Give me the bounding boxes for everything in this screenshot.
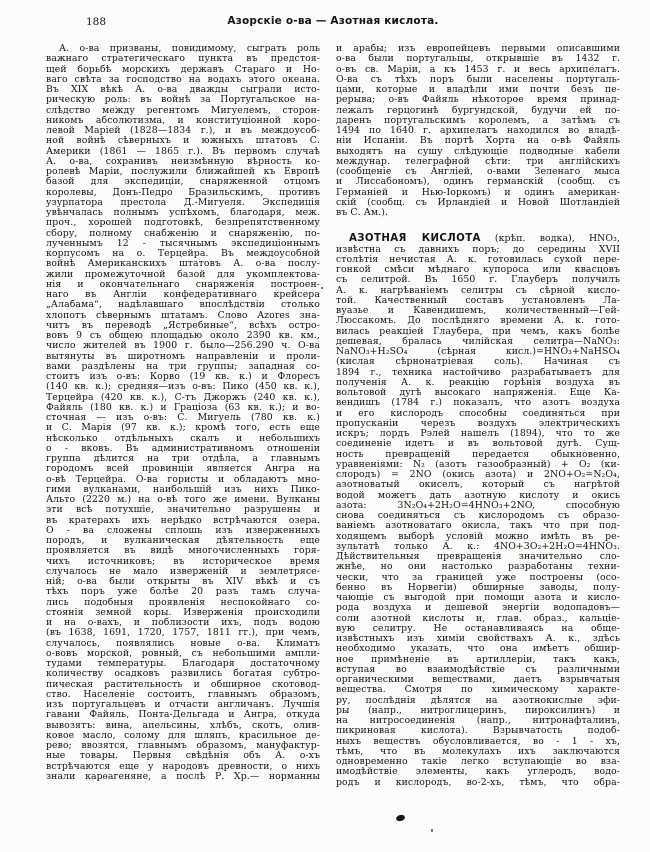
text-line: той. Качественный составъ установленъ Ла- — [336, 294, 620, 306]
text-line: ваніемъ азотноватаго окисла, такъ что при под- — [336, 520, 620, 532]
text-line: ры (напр., нитроглицеринъ, пироксилинъ) и — [336, 704, 620, 716]
text-line: случалось не мало изверженій и землетрясе- — [46, 565, 320, 577]
text-line: имодѣйствіе элементы, какъ углеродъ, водо- — [336, 766, 620, 778]
left-column — [46, 44, 320, 788]
text-line: чихъ источниковъ; въ историческое время — [46, 555, 320, 567]
text-line: (140 кв. к.); средняя—изъ о-въ: Пико (450 кв. к.), — [46, 381, 320, 393]
text-line: важнаго стратегическаго пункта въ предстоя- — [46, 53, 320, 65]
text-line: гонкой смѣси мѣднаго купороса или квасцовъ — [336, 264, 620, 275]
text-line: читъ въ переводѣ „Ястребиные“, всѣхъ остро- — [46, 319, 320, 331]
text-line: полученія А. к. реакцію горѣнія воздуха въ — [336, 376, 620, 388]
text-line: о - вковъ. Въ административномъ отношеніи — [46, 442, 320, 454]
text-line: вовъ 9 съ общею площадью около 2390 кв. км., — [46, 330, 320, 341]
text-line: корпусомъ на о. Терцейра. Въ междоусобной — [46, 248, 320, 259]
text-line: Дѣйствительныя превращенія значительно сло- — [336, 551, 620, 562]
text-line: 1894 г., техника настойчиво разрабатываетъ для — [336, 366, 620, 378]
text-line: тудами температуры. Благодаря достаточному — [46, 658, 320, 669]
text-line: скій (сообщ. съ Ирландіей и Новой Шотландіей — [336, 196, 620, 208]
text-line: и Лиссабономъ), одинъ германскій (сообщ. съ — [336, 176, 620, 188]
text-line: жили промежуточной базой для укомплектова- — [46, 268, 320, 280]
text-line: и на о-вахъ, и поблизости ихъ, подъ водою — [46, 617, 320, 628]
text-line: искръ; лордъ Рэлей нашелъ (1894), что то же — [336, 428, 620, 439]
text-line: стоянія земной коры. Изверженія происходили — [46, 606, 320, 618]
text-line: ролевѣ Маріи, послужили ближайшей къ Европѣ — [46, 166, 320, 177]
text-line: число жителей въ 1900 г. было—256.290 ч. О-ва — [46, 340, 320, 352]
text-line: водой можетъ дать азотную кислоту и окись — [336, 489, 620, 501]
ink-speck — [431, 829, 433, 832]
text-line: даренъ португальскимъ королемъ, а затѣмъ съ — [336, 114, 620, 126]
text-line: пикриновая кислота). Взрывчатость подоб- — [336, 725, 620, 737]
text-line: ковое масло, солому для шляпъ, красильное де- — [46, 729, 320, 741]
text-line: королевы, Донъ-Педро Бразильскимъ, противъ — [46, 186, 320, 198]
text-line: столѣтія нечистая А. к. готовилась сухой пере- — [336, 253, 620, 265]
text-line: лись подобныя проявленія неспокойнаго со- — [46, 596, 320, 608]
text-line: рода воздуха и дешевой энергіи водопадовъ— — [336, 602, 620, 614]
text-line: увѣнчалась полнымъ успѣхомъ, благодаря, меж. — [46, 207, 320, 218]
text-line: вами раздѣлены на три группы; западная со- — [46, 360, 320, 372]
text-line: пропусканіи черезъ воздухъ электрическихъ — [336, 417, 620, 429]
text-line: о-ва были португальцы, открывшіе въ 1432 г. — [336, 53, 620, 65]
text-line: породъ, и вулканическая дѣятельность еще — [46, 535, 320, 546]
text-line: дешевая, бралась чилійская селитра—NaNO₃: — [336, 335, 620, 347]
text-line: знали карѳагеняне, а послѣ Р. Хр.— норманны — [46, 770, 320, 782]
article-heading-line — [336, 234, 620, 244]
text-line: А. о-ва, сохранивъ неизмѣнную вѣрность ко- — [46, 155, 320, 167]
text-line: NaNO₃+H₂SO₄ (сѣрная кисл.)=HNO₃+NaHSO₄ — [336, 346, 620, 357]
text-line: вывозятъ: вина, апельсины, хлѣбъ, скотъ, олив- — [46, 719, 320, 731]
text-line: ной войнѣ сѣверныхъ и южныхъ штатовъ С. — [46, 135, 320, 147]
text-line: лежалъ герцогинѣ бургундской, будучи ей по- — [336, 104, 620, 116]
text-line: наго въ Англіи конфедеративнаго крейсера — [46, 289, 320, 300]
text-line: тѣмъ, что въ молекулахъ ихъ заключаются — [336, 745, 620, 757]
text-line: ность превращеній передается обыкновенно, — [336, 448, 620, 460]
text-line: гавани Файяль, Понта-Дельгада и Ангра, откуда — [46, 709, 320, 721]
text-line: ходящемъ выборѣ условій можно имѣть въ ре- — [336, 530, 620, 542]
text-line: слородъ) = 2NO (окись азота) и 2NO+O₂=N₂O₄, — [336, 469, 620, 480]
text-line: родъ и кислородъ, во-2-хъ, тѣмъ, что обра- — [336, 776, 620, 788]
article-title: АЗОТНАЯ КИСЛОТА — [349, 233, 481, 245]
text-line: ныхъ веществъ обусловливается, во - 1 - хъ, — [336, 735, 620, 747]
text-line: „Алабама“, надѣлавшаго впослѣдствіи столько — [46, 299, 320, 311]
text-line: ваго свѣта за господство на водахъ этого океана. — [46, 73, 320, 85]
text-line: органическими веществами, даетъ взрывчатыя — [336, 674, 620, 685]
text-line: чающіе съ выгодой при помощи азота и кисло- — [336, 592, 620, 603]
text-line: изъ португальцевъ и отчасти англичанъ. Лучшія — [46, 699, 320, 710]
text-line: ру, послѣднія дѣлятся на азотнокислые эфи- — [336, 694, 620, 706]
text-line: эти всѣ потухшіе, значительно разрушены и — [46, 504, 320, 516]
text-line: никомъ абсолютизма, и конституціонной коро- — [46, 114, 320, 126]
text-line: извѣстныхъ изъ химіи свойствахъ А. к., здѣсь — [336, 633, 620, 644]
text-line: рическую роль: въ войнѣ за Португальское на- — [46, 94, 320, 106]
text-line: нія и окончательнаго снаряженія построен- — [46, 278, 320, 290]
text-line: (кислая сѣрнонатріевая соль). Начиная съ — [336, 356, 620, 368]
text-line: ство. Населеніе состоитъ, главнымъ образомъ, — [46, 688, 320, 700]
text-line: стоитъ изъ о-въ: Корво (19 кв. к.) и Флоресъ — [46, 371, 320, 382]
text-line: группа дѣлится на три отдѣла, а главнымъ — [46, 453, 320, 464]
article-title-rest: (крѣп. водка), HNO₃, — [480, 233, 620, 245]
text-line: лученнымъ 12 - тысячнымъ экспедиціоннымъ — [46, 237, 320, 249]
text-line: о-вовъ морской, ровный, съ небольшими ампли- — [46, 647, 320, 659]
text-line: выходятъ на сушу слѣдующіе подводные кабели — [336, 145, 620, 157]
text-line: о-вѣ Терцейра. О-ва гористы и обладаютъ мно- — [46, 473, 320, 485]
text-line: вещества. Смотря по химическому характе- — [336, 684, 620, 696]
text-line: и арабы; изъ европейцевъ первыми описавшими — [336, 43, 620, 54]
text-line: количеству осадковъ развились богатая субтро- — [46, 668, 320, 680]
text-line: вую селитру. Не останавливаясь на обще- — [336, 622, 620, 634]
running-header — [46, 15, 620, 31]
text-line: азотноватый окиселъ, который съ нагрѣтой — [336, 479, 620, 491]
text-line: извѣстна съ давнихъ поръ; до середины XVII — [336, 243, 620, 255]
text-line: междунар. телеграфной сѣти: три англійскихъ — [336, 155, 620, 167]
text-line: узурпатора престола Д.-Мигуеля. Экспедиція — [46, 196, 320, 208]
text-line: соединеніе идетъ и въ вольтовой дугѣ. Сущ- — [336, 438, 620, 450]
text-line: вуазье и Кавендишемъ, количественный—Гей- — [336, 305, 620, 316]
text-line: въ С. Ам.). — [336, 207, 389, 218]
text-line: сточная — изъ о-въ: С. Мигуель (780 кв. к.) — [46, 412, 320, 423]
text-line: гими вулканами, наибольшій изъ нихъ Пико- — [46, 483, 320, 495]
text-line: чески, что за границей уже построены (осо- — [336, 571, 620, 583]
text-line: съ селитрой. Въ 1650 г. Глауберъ получилъ — [336, 274, 620, 286]
text-line: соли азотной кислоты и, глав. образ., кальціе- — [336, 612, 620, 624]
text-line: хлопотъ сѣвернымъ штатамъ. Слово Azores зна- — [46, 309, 320, 321]
text-line: жнѣе, но они настолько разработаны техни- — [336, 561, 620, 573]
text-line: одновременно такіе легко вступающіе во вза- — [336, 756, 620, 767]
text-line: необходимо указать, что она имѣетъ обшир- — [336, 643, 620, 655]
text-line: вступая во взаимодѣйствіе съ различными — [336, 663, 620, 675]
text-line: О-ва съ тѣхъ поръ были населены португаль- — [336, 73, 620, 85]
text-line: снова соединяться съ кислородомъ съ образо- — [336, 510, 620, 521]
text-line: и его кислородъ способны соединяться при — [336, 407, 620, 419]
text-line: и С. Марія (97 кв. к.); кромѣ того, есть еще — [46, 422, 320, 434]
text-line: Германіей и Нью-Іоркомъ) и одинъ американ- — [336, 186, 620, 198]
text-line: Америки (1861 — 1865 г.). Въ первомъ случаѣ — [46, 145, 320, 157]
running-title: Азорскіе о-ва — Азотная кислота. — [227, 15, 439, 27]
text-line: азота: 3N₂O₄+2H₂O=4HNO₃+2NO, способную — [336, 499, 620, 511]
text-line: (сообщеніе съ Англіей, о-вами Зеленаго мыса — [336, 166, 620, 177]
text-line: А. о-ва призваны, повидимому, сыграть роль — [59, 43, 320, 54]
article-block — [336, 234, 620, 788]
text-line: ные товары. Первыя свѣдѣнія объ А. о-хъ — [46, 750, 320, 762]
text-line: ное примѣненіе въ артиллеріи, такъ какъ, — [336, 653, 620, 665]
text-line: проч., хорошей подготовкѣ, безпрепятственному — [46, 217, 320, 229]
text-line: пическая растительность и обширное скотовод- — [46, 678, 320, 690]
text-line: левой Маріей (1828—1834 г.), и въ междоусоб- — [46, 125, 320, 136]
text-line: сбору, полному снабженію и снаряженію, по- — [46, 227, 320, 239]
text-line: нѣсколько отдѣльныхъ скалъ и небольшихъ — [46, 432, 320, 444]
text-line: уравненіями: N₂ (азотъ газообразный) + O₂ (ки- — [336, 458, 620, 470]
text-line: войнѣ Американскихъ штатовъ А. о-ва послу- — [46, 258, 320, 270]
text-line: слѣдство между регентомъ Мигуелемъ, сторон- — [46, 104, 320, 116]
text-line: вилась реакціей Глаубера, при чемъ, какъ болѣе — [336, 325, 620, 337]
text-line: вытянуты въ широтномъ направленіи и проли- — [46, 350, 320, 362]
text-line: тѣхъ поръ уже болѣе 20 разъ тамъ случа- — [46, 586, 320, 598]
text-line: городомъ всей провинціи является Ангра на — [46, 463, 320, 475]
ink-blot — [395, 814, 405, 822]
text-line: вендишъ (1784 г.) показалъ, что азотъ воздуха — [336, 397, 620, 409]
text-line: встрѣчаются еще у народовъ древности, о нихъ — [46, 760, 320, 772]
text-line: зультатѣ только А. к.: 4NO+3O₂+2H₂O=4HNO₃. — [336, 540, 620, 552]
text-line: Альто (2220 м.) на о-вѣ того же имени. Вулканы — [46, 494, 320, 505]
right-column — [336, 44, 620, 788]
text-line: о-въ св. Маріи, а къ 1453 г. и весь архипелагъ. — [336, 63, 620, 75]
text-line: на нитросоединенія (напр., нитронафталинъ, — [336, 715, 620, 726]
text-line: проявляется въ видѣ многочисленныхъ горя- — [46, 545, 320, 557]
text-line: Файяль (180 кв. к.) и Граціоза (63 кв. к.); и во- — [46, 401, 320, 413]
text-line: базой для экспедиціи, снаряженной отцомъ — [46, 176, 320, 188]
text-line: ній; о-ва были открыты въ XIV вѣкѣ и съ — [46, 576, 320, 587]
text-line: А. к. нагрѣваніемъ селитры съ сѣрной кисло- — [336, 284, 620, 296]
paragraph-block — [46, 44, 320, 782]
ink-speck — [321, 287, 323, 289]
text-line: О - ва сложены сплошь изъ изверженныхъ — [46, 524, 320, 536]
page-number: 188 — [86, 16, 107, 28]
text-line: Терцейра (420 кв. к.), С-тъ Джоржъ (240 кв. к.), — [46, 391, 320, 403]
text-line: рево; ввозятся, главнымъ образомъ, мануфактур- — [46, 740, 320, 751]
text-line: Люссакомъ. До послѣдняго времени А. к. гото- — [336, 315, 620, 327]
text-line: вольтовой дугѣ высокаго напряженія. Еще Ка- — [336, 387, 620, 398]
text-line: цами, которые и владѣли ими почти безъ пе- — [336, 84, 620, 95]
text-line: (въ 1638, 1691, 1720, 1757, 1811 гг.), при чемъ, — [46, 627, 320, 639]
text-line: 1494 по 1640 г. архипелагъ находился во владѣ- — [336, 125, 620, 136]
text-line: ніи Испаніи. Въ портѣ Хорта на о-вѣ Файяль — [336, 135, 620, 147]
text-line: щей борьбѣ морскихъ державъ Стараго и Но- — [46, 63, 320, 75]
page-body — [46, 44, 620, 788]
text-line: случалось, появлялись новые о-ва. Климатъ — [46, 637, 320, 649]
text-line: Въ XIX вѣкѣ А. о-ва дважды сыграли исто- — [46, 84, 320, 95]
paragraph-block — [336, 44, 620, 218]
text-line: рерыва; о-въ Файяль нѣкоторое время принад- — [336, 94, 620, 106]
text-line: въ кратерахъ ихъ нерѣдко встрѣчаются озера. — [46, 514, 320, 526]
text-line: бенно въ Норвегіи) обширные заводы, полу- — [336, 581, 620, 593]
